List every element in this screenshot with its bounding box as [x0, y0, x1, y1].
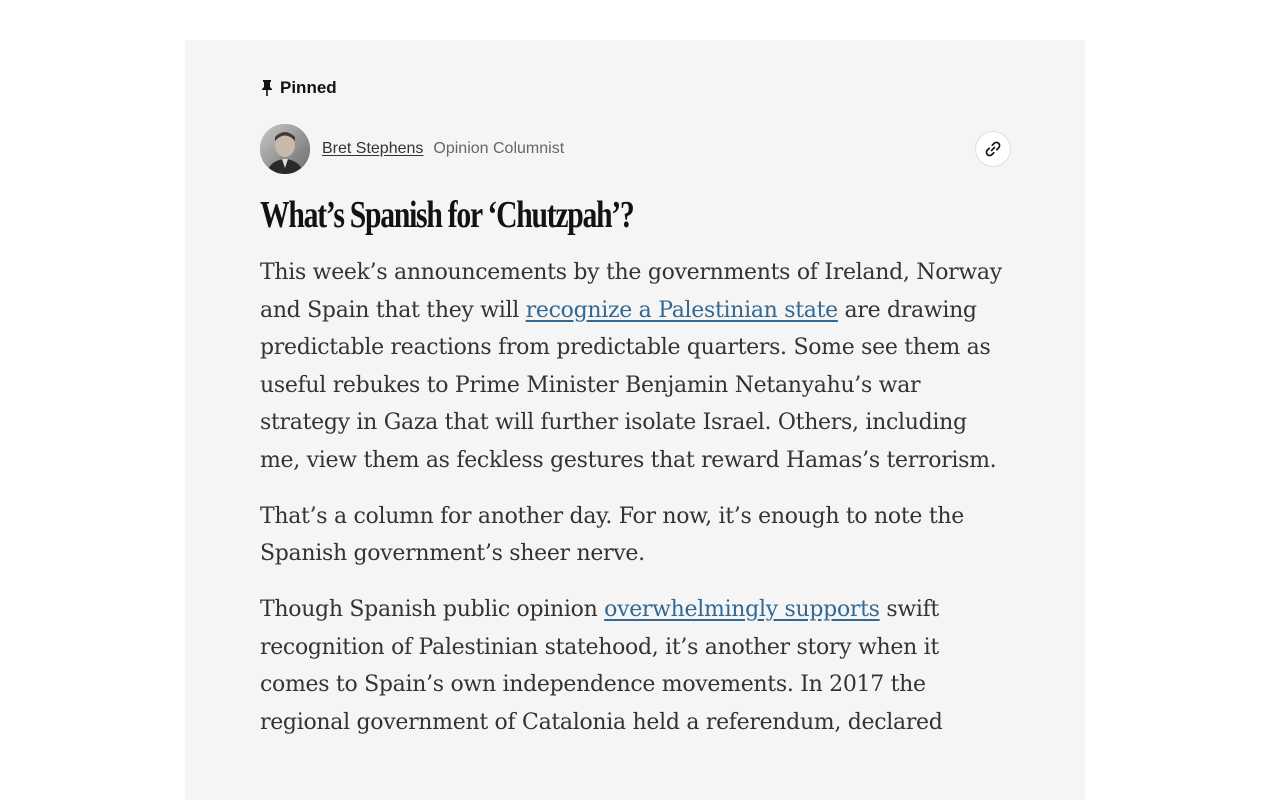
- copy-link-button[interactable]: [975, 131, 1011, 167]
- paragraph-2: That’s a column for another day. For now, it’s enough to note the Spanish government’s sheer nerve.: [260, 503, 964, 566]
- author-avatar[interactable]: [260, 124, 310, 174]
- byline: [260, 124, 1012, 174]
- pushpin-icon: [260, 79, 274, 97]
- author-role: Opinion Columnist: [433, 140, 565, 157]
- post-headline: What’s Spanish for ‘Chutzpah’?: [260, 194, 634, 236]
- link-icon: [984, 140, 1002, 158]
- pinned-label: Pinned: [280, 78, 337, 97]
- post-body: [260, 254, 1012, 760]
- pinned-post-card: [185, 40, 1085, 800]
- paragraph-1: This week’s announcements by the governments of Ireland, Norway and Spain that they will recognize a Palestinian state are drawing predictable reactions from predictable quarters. Some see them as useful rebukes to Prime Minister Benjamin Netanyahu’s war strategy in Gaza that will further isolate Israel. Others, including me, view them as feckless gestures that reward Hamas’s terrorism.: [260, 260, 1002, 473]
- author-name-link[interactable]: Bret Stephens: [322, 140, 424, 157]
- recognize-palestinian-state-link[interactable]: recognize a Palestinian state: [525, 297, 838, 323]
- paragraph-3: Though Spanish public opinion overwhelmingly supports swift recognition of Palestinian statehood, it’s another story when it comes to Spain’s own independence movements. In 2017 the regional government of Catalonia held a referendum, declared: [260, 597, 943, 735]
- pinned-indicator: [260, 78, 337, 98]
- author-photo: [260, 124, 310, 174]
- overwhelmingly-supports-link[interactable]: overwhelmingly supports: [604, 597, 880, 622]
